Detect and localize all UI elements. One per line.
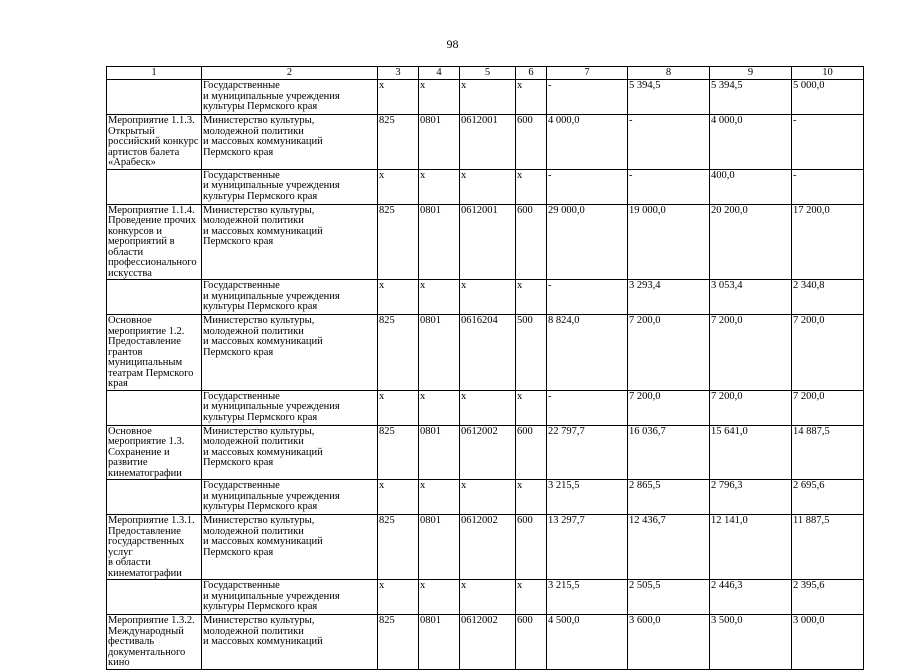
table-cell-col10 — [792, 480, 864, 515]
table-cell-col5 — [460, 115, 516, 170]
table-cell-col5 — [460, 515, 516, 580]
table-cell-col7 — [547, 315, 628, 391]
cell-text: 16 036,7 — [629, 425, 666, 437]
table-cell-col1 — [107, 390, 202, 425]
cell-text: 825 — [379, 115, 395, 126]
cell-text: Мероприятие 1.3.2. Международный фестиваль документального кино — [108, 615, 195, 668]
cell-text: Мероприятие 1.1.3. Открытый российский конкурс артистов балета «Арабеск» — [108, 115, 199, 168]
cell-text: Министерство культуры, молодежной политики и массовых коммуникаций Пермского края — [203, 315, 323, 358]
table-row — [107, 580, 864, 615]
cell-text: Государственные и муниципальные учреждения культуры Пермского края — [203, 390, 340, 423]
cell-text: 600 — [517, 425, 533, 437]
cell-text: 2 865,5 — [629, 480, 661, 491]
table-row — [107, 80, 864, 115]
table-cell-col9 — [710, 169, 792, 204]
cell-text: 17 200,0 — [793, 204, 830, 216]
cell-text: x — [379, 280, 385, 291]
table-cell-col3 — [378, 515, 419, 580]
cell-text: Мероприятие 1.1.4. Проведение прочих конкурсов и мероприятий в области профессионального искусства — [108, 204, 197, 279]
table-cell-col9 — [710, 315, 792, 391]
table-cell-col4 — [419, 115, 460, 170]
cell-text: 12 141,0 — [711, 515, 748, 526]
table-cell-col10 — [792, 280, 864, 315]
table-cell-col2 — [202, 169, 378, 204]
cell-text: 825 — [379, 615, 395, 626]
cell-text: - — [629, 169, 633, 181]
cell-text: x — [420, 280, 426, 291]
table-cell-col10 — [792, 169, 864, 204]
table-cell-col1 — [107, 80, 202, 115]
cell-text: 3 215,5 — [548, 480, 580, 491]
table-cell-col2 — [202, 315, 378, 391]
cell-text: 3 293,4 — [629, 280, 661, 291]
cell-text: - — [629, 115, 633, 126]
table-cell-col7 — [547, 115, 628, 170]
cell-text: 7 200,0 — [711, 315, 743, 326]
table-cell-col3 — [378, 390, 419, 425]
cell-text: Министерство культуры, молодежной политики и массовых коммуникаций Пермского края — [203, 115, 323, 158]
cell-text: 7 200,0 — [629, 315, 661, 326]
cell-text: Министерство культуры, молодежной политики и массовых коммуникаций Пермского края — [203, 425, 323, 468]
cell-text: 0801 — [420, 115, 441, 126]
cell-text: x — [461, 280, 467, 291]
header-cell: 4 — [419, 67, 460, 80]
table-cell-col3 — [378, 204, 419, 280]
table-cell-col2 — [202, 425, 378, 480]
cell-text: 0801 — [420, 615, 441, 626]
table-cell-col4 — [419, 515, 460, 580]
cell-text: 12 436,7 — [629, 515, 666, 526]
cell-text: 825 — [379, 425, 395, 437]
table-cell-col9 — [710, 480, 792, 515]
cell-text: - — [548, 390, 552, 402]
cell-text: 5 394,5 — [711, 80, 743, 91]
table-cell-col9 — [710, 280, 792, 315]
cell-text: x — [517, 169, 523, 181]
table-cell-col6 — [516, 425, 547, 480]
table-cell-col8 — [628, 315, 710, 391]
table-cell-col7 — [547, 515, 628, 580]
table-cell-col7 — [547, 390, 628, 425]
cell-text: 7 200,0 — [793, 315, 825, 326]
table-cell-col10 — [792, 80, 864, 115]
cell-text: - — [548, 280, 552, 291]
cell-text: 15 641,0 — [711, 425, 748, 437]
table-cell-col3 — [378, 280, 419, 315]
header-row — [107, 67, 864, 80]
cell-text: Государственные и муниципальные учреждения культуры Пермского края — [203, 580, 340, 612]
cell-text: 11 887,5 — [793, 515, 830, 526]
table-cell-col2 — [202, 80, 378, 115]
cell-text: x — [379, 480, 385, 491]
table-cell-col1 — [107, 480, 202, 515]
table-cell-col4 — [419, 390, 460, 425]
cell-text: 4 000,0 — [548, 115, 580, 126]
table-cell-col7 — [547, 580, 628, 615]
table-cell-col3 — [378, 480, 419, 515]
cell-text: 2 446,3 — [711, 580, 743, 591]
table-cell-col5 — [460, 480, 516, 515]
cell-text: 0801 — [420, 204, 441, 216]
table-cell-col7 — [547, 615, 628, 670]
table-cell-col10 — [792, 115, 864, 170]
table-row — [107, 115, 864, 170]
cell-text: Министерство культуры, молодежной политики и массовых коммуникаций Пермского края — [203, 515, 323, 558]
table-cell-col2 — [202, 390, 378, 425]
table-cell-col10 — [792, 315, 864, 391]
table-cell-col6 — [516, 80, 547, 115]
cell-text: 7 200,0 — [711, 390, 743, 402]
table-cell-col7 — [547, 169, 628, 204]
table-cell-col8 — [628, 280, 710, 315]
table-cell-col10 — [792, 425, 864, 480]
cell-text: 825 — [379, 515, 395, 526]
cell-text: x — [461, 480, 467, 491]
table-cell-col6 — [516, 615, 547, 670]
table-cell-col7 — [547, 425, 628, 480]
table-cell-col5 — [460, 390, 516, 425]
table-body — [107, 67, 864, 670]
cell-text: 0612002 — [461, 425, 498, 437]
table-cell-col5 — [460, 615, 516, 670]
table-cell-col10 — [792, 515, 864, 580]
header-cell: 7 — [547, 67, 628, 80]
table-cell-col7 — [547, 80, 628, 115]
cell-text: x — [461, 80, 467, 91]
table-cell-col4 — [419, 480, 460, 515]
cell-text: 8 824,0 — [548, 315, 580, 326]
cell-text: 4 500,0 — [548, 615, 580, 626]
table-cell-col5 — [460, 169, 516, 204]
table-cell-col6 — [516, 315, 547, 391]
table-cell-col5 — [460, 80, 516, 115]
table-cell-col8 — [628, 425, 710, 480]
cell-text: x — [517, 280, 523, 291]
table-cell-col8 — [628, 169, 710, 204]
cell-text: 0612002 — [461, 615, 498, 626]
table-cell-col1 — [107, 280, 202, 315]
cell-text: - — [793, 169, 797, 181]
cell-text: Министерство культуры, молодежной политики и массовых коммуникаций Пермского края — [203, 204, 323, 247]
cell-text: 29 000,0 — [548, 204, 585, 216]
table-cell-col10 — [792, 615, 864, 670]
table-cell-col9 — [710, 580, 792, 615]
cell-text: - — [548, 80, 552, 91]
table-cell-col10 — [792, 390, 864, 425]
table-row — [107, 480, 864, 515]
table-cell-col9 — [710, 115, 792, 170]
table-cell-col2 — [202, 204, 378, 280]
cell-text: 19 000,0 — [629, 204, 666, 216]
cell-text: 0612001 — [461, 204, 498, 216]
cell-text: x — [420, 80, 426, 91]
table-cell-col5 — [460, 580, 516, 615]
header-cell: 1 — [107, 67, 202, 80]
cell-text: 4 000,0 — [711, 115, 743, 126]
table-cell-col1 — [107, 615, 202, 670]
table-cell-col6 — [516, 204, 547, 280]
table-cell-col6 — [516, 580, 547, 615]
cell-text: Мероприятие 1.3.1. Предоставление государственных услуг в области кинематографии — [108, 515, 195, 579]
cell-text: - — [548, 169, 552, 181]
table-row — [107, 315, 864, 391]
page-number: 98 — [446, 37, 459, 51]
table-cell-col1 — [107, 425, 202, 480]
table-cell-col9 — [710, 390, 792, 425]
cell-text: 7 200,0 — [793, 390, 825, 402]
table-cell-col4 — [419, 280, 460, 315]
cell-text: x — [420, 169, 426, 181]
header-cell: 6 — [516, 67, 547, 80]
cell-text: x — [517, 580, 523, 591]
cell-text: x — [379, 169, 385, 181]
table-cell-col8 — [628, 390, 710, 425]
table-cell-col1 — [107, 115, 202, 170]
table-cell-col3 — [378, 169, 419, 204]
table-cell-col1 — [107, 315, 202, 391]
cell-text: 400,0 — [711, 169, 735, 181]
table-cell-col4 — [419, 169, 460, 204]
cell-text: x — [420, 390, 426, 402]
cell-text: 2 796,3 — [711, 480, 743, 491]
table-cell-col3 — [378, 315, 419, 391]
table-cell-col8 — [628, 115, 710, 170]
table-cell-col2 — [202, 515, 378, 580]
table-cell-col7 — [547, 480, 628, 515]
table-cell-col3 — [378, 615, 419, 670]
cell-text: 5 000,0 — [793, 80, 825, 91]
table-cell-col1 — [107, 580, 202, 615]
table-cell-col3 — [378, 425, 419, 480]
cell-text: Основное мероприятие 1.2. Предоставление грантов муниципальным театрам Пермского края — [108, 315, 194, 389]
cell-text: 3 600,0 — [629, 615, 661, 626]
table-row — [107, 204, 864, 280]
cell-text: 3 000,0 — [793, 615, 825, 626]
table-row — [107, 615, 864, 670]
table-cell-col2 — [202, 615, 378, 670]
table-row — [107, 169, 864, 204]
table-row — [107, 425, 864, 480]
cell-text: 0801 — [420, 425, 441, 437]
cell-text: x — [379, 580, 385, 591]
table-cell-col9 — [710, 204, 792, 280]
table-cell-col8 — [628, 480, 710, 515]
table-cell-col10 — [792, 580, 864, 615]
cell-text: 825 — [379, 315, 395, 326]
cell-text: x — [379, 80, 385, 91]
table-cell-col6 — [516, 480, 547, 515]
cell-text: 0801 — [420, 515, 441, 526]
table-cell-col4 — [419, 425, 460, 480]
table-cell-col1 — [107, 515, 202, 580]
table-cell-col5 — [460, 204, 516, 280]
cell-text: 3 500,0 — [711, 615, 743, 626]
cell-text: Основное мероприятие 1.3. Сохранение и развитие кинематографии — [108, 425, 185, 479]
table-cell-col8 — [628, 615, 710, 670]
cell-text: Государственные и муниципальные учреждения культуры Пермского края — [203, 169, 340, 202]
table-cell-col5 — [460, 425, 516, 480]
cell-text: x — [379, 390, 385, 402]
table-cell-col6 — [516, 390, 547, 425]
table-cell-col6 — [516, 280, 547, 315]
cell-text: x — [420, 580, 426, 591]
table-cell-col7 — [547, 204, 628, 280]
cell-text: 600 — [517, 515, 533, 526]
cell-text: 0801 — [420, 315, 441, 326]
table-cell-col4 — [419, 315, 460, 391]
table-cell-col6 — [516, 169, 547, 204]
header-cell: 2 — [202, 67, 378, 80]
cell-text: x — [517, 390, 523, 402]
table-cell-col1 — [107, 204, 202, 280]
table-cell-col9 — [710, 515, 792, 580]
cell-text: 3 053,4 — [711, 280, 743, 291]
cell-text: 0616204 — [461, 315, 498, 326]
table-row — [107, 280, 864, 315]
table-cell-col5 — [460, 280, 516, 315]
cell-text: x — [420, 480, 426, 491]
table-cell-col9 — [710, 80, 792, 115]
budget-table — [106, 66, 864, 670]
table-cell-col4 — [419, 580, 460, 615]
header-cell: 3 — [378, 67, 419, 80]
cell-text: Государственные и муниципальные учреждения культуры Пермского края — [203, 480, 340, 512]
table-cell-col10 — [792, 204, 864, 280]
table-cell-col2 — [202, 280, 378, 315]
cell-text: 3 215,5 — [548, 580, 580, 591]
table-cell-col8 — [628, 515, 710, 580]
table-cell-col2 — [202, 480, 378, 515]
cell-text: 500 — [517, 315, 533, 326]
cell-text: Государственные и муниципальные учреждения культуры Пермского края — [203, 80, 340, 112]
cell-text: x — [461, 169, 467, 181]
table-cell-col9 — [710, 425, 792, 480]
table-cell-col8 — [628, 580, 710, 615]
table-cell-col5 — [460, 315, 516, 391]
cell-text: 14 887,5 — [793, 425, 830, 437]
cell-text: - — [793, 115, 797, 126]
table-cell-col2 — [202, 115, 378, 170]
cell-text: 0612002 — [461, 515, 498, 526]
cell-text: 20 200,0 — [711, 204, 748, 216]
header-cell: 9 — [710, 67, 792, 80]
table-cell-col6 — [516, 115, 547, 170]
table-cell-col8 — [628, 80, 710, 115]
header-cell: 5 — [460, 67, 516, 80]
table-cell-col3 — [378, 580, 419, 615]
table-cell-col3 — [378, 80, 419, 115]
cell-text: 2 395,6 — [793, 580, 825, 591]
cell-text: Министерство культуры, молодежной политики и массовых коммуникаций — [203, 615, 323, 647]
table-cell-col1 — [107, 169, 202, 204]
table-cell-col2 — [202, 580, 378, 615]
cell-text: 2 695,6 — [793, 480, 825, 491]
table-row — [107, 515, 864, 580]
cell-text: 7 200,0 — [629, 390, 661, 402]
cell-text: 22 797,7 — [548, 425, 585, 437]
cell-text: 5 394,5 — [629, 80, 661, 91]
table-cell-col4 — [419, 80, 460, 115]
header-cell: 10 — [792, 67, 864, 80]
table-cell-col4 — [419, 615, 460, 670]
table-cell-col6 — [516, 515, 547, 580]
cell-text: 600 — [517, 115, 533, 126]
cell-text: 2 505,5 — [629, 580, 661, 591]
cell-text: x — [461, 390, 467, 402]
cell-text: 2 340,8 — [793, 280, 825, 291]
table-cell-col8 — [628, 204, 710, 280]
cell-text: x — [517, 80, 523, 91]
cell-text: 0612001 — [461, 115, 498, 126]
header-cell: 8 — [628, 67, 710, 80]
cell-text: 825 — [379, 204, 395, 216]
cell-text: x — [517, 480, 523, 491]
cell-text: x — [461, 580, 467, 591]
table-cell-col3 — [378, 115, 419, 170]
cell-text: 13 297,7 — [548, 515, 585, 526]
cell-text: 600 — [517, 615, 533, 626]
table-cell-col4 — [419, 204, 460, 280]
table-cell-col9 — [710, 615, 792, 670]
table-row — [107, 390, 864, 425]
table-cell-col7 — [547, 280, 628, 315]
cell-text: 600 — [517, 204, 533, 216]
cell-text: Государственные и муниципальные учреждения культуры Пермского края — [203, 280, 340, 312]
